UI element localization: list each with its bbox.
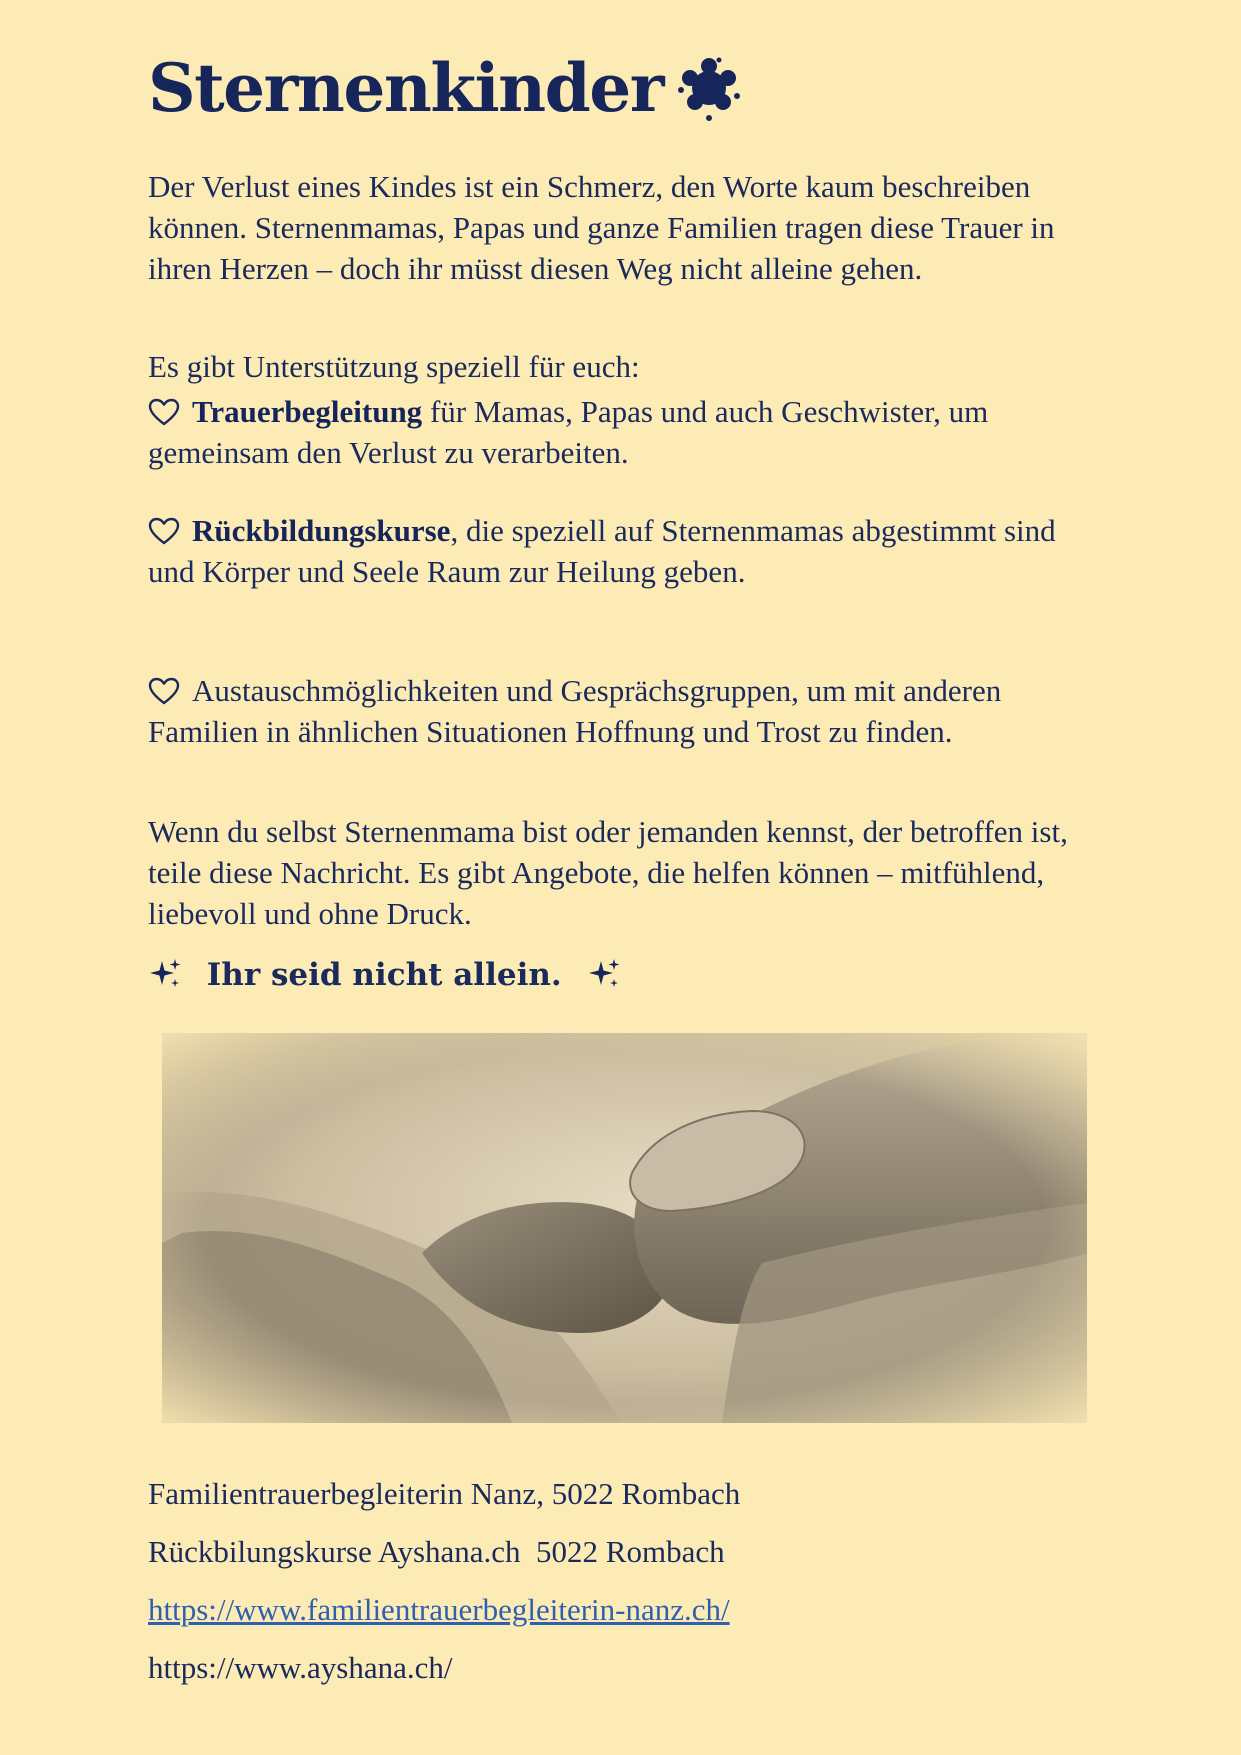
offer-item	[148, 510, 1108, 592]
offer-title: Rückbildungskurse	[192, 513, 451, 548]
contact-line: Rückbilungskurse Ayshana.ch 5022 Rombach	[148, 1534, 725, 1569]
offer-text: , die speziell auf Sternenmamas abgestimmt sind und Körper und Seele Raum zur Heilung geben.	[148, 513, 1056, 589]
offer-title: Trauerbegleitung	[192, 394, 423, 429]
intro-paragraph: Der Verlust eines Kindes ist ein Schmerz, den Worte kaum beschreiben können. Sternenmamas, Papas und ganze Familien tragen diese Trauer in ihren Herzen – doch ihr müsst diesen Weg nicht alleine gehen.	[148, 169, 1055, 286]
heart-outline-icon	[148, 398, 180, 426]
title-row	[148, 49, 745, 127]
hands-photo	[162, 1033, 1087, 1423]
website-link[interactable]: https://www.familientrauerbegleiterin-nanz.ch/	[148, 1592, 730, 1627]
contact-line: Familientrauerbegleiterin Nanz, 5022 Rombach	[148, 1476, 741, 1511]
share-paragraph: Wenn du selbst Sternenmama bist oder jemanden kennst, der betroffen ist, teile diese Nachricht. Es gibt Angebote, die helfen können – mitfühlend, liebevoll und ohne Druck.	[148, 814, 1068, 931]
website-text: https://www.ayshana.ch/	[148, 1650, 453, 1685]
sparkle-icon	[148, 957, 182, 991]
sparkle-icon	[587, 957, 621, 991]
star-icon	[673, 52, 745, 124]
offer-text: für Mamas, Papas und auch Geschwister, um gemeinsam den Verlust zu verarbeiten.	[148, 394, 989, 470]
support-lead: Es gibt Unterstützung speziell für euch:	[148, 349, 640, 384]
offer-item	[148, 391, 1108, 473]
heart-outline-icon	[148, 677, 180, 705]
page-title: Sternenkinder	[148, 49, 664, 127]
heart-outline-icon	[148, 517, 180, 545]
closing-text: Ihr seid nicht allein.	[206, 957, 562, 993]
offer-item	[148, 670, 1108, 752]
offer-text: Austauschmöglichkeiten und Gesprächsgruppen, um mit anderen Familien in ähnlichen Situationen Hoffnung und Trost zu finden.	[148, 673, 1002, 749]
closing-line	[148, 955, 1108, 996]
